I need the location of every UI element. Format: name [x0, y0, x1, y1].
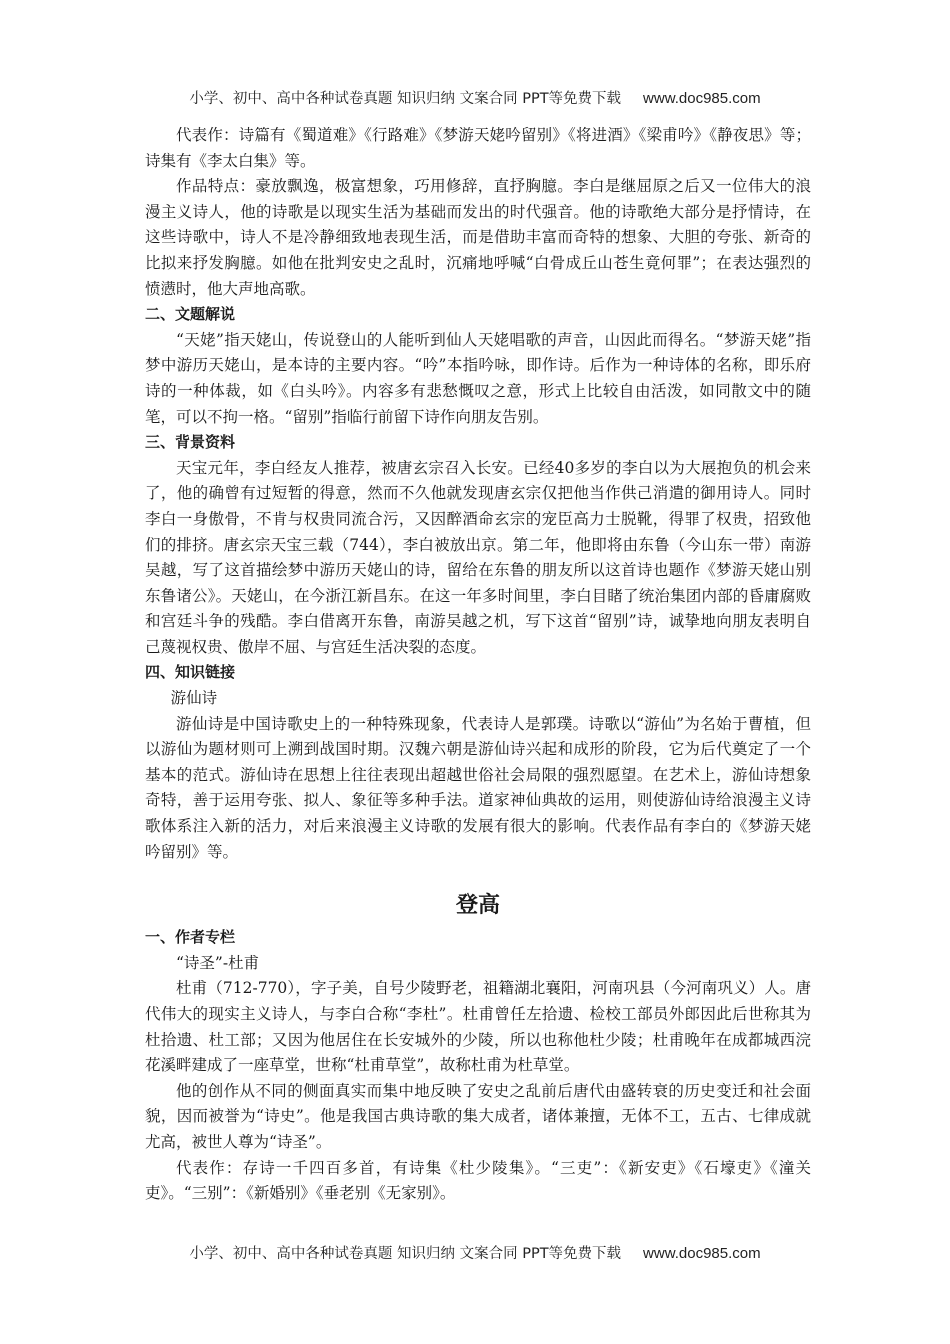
header-url[interactable]: www.doc985.com [643, 90, 761, 107]
dufu-works: 代表作：存诗一千四百多首，有诗集《杜少陵集》。“三吏”：《新安吏》《石壕吏》《潼关吏》。“三别”：《新婚别》《垂老别《无家别》。 [145, 1158, 811, 1203]
knowledge-link-subtitle: 游仙诗 [170, 689, 218, 708]
page-header [0, 89, 950, 109]
section-heading-background: 三、背景资料 [145, 433, 236, 452]
dufu-bio-2: 他的创作从不同的侧面真实而集中地反映了安史之乱前后唐代由盛转衰的历史变迁和社会面貌，因而被誉为“诗史”。他是我国古典诗歌的集大成者，诸体兼擅，无体不工，五古、七律成就尤高，被世人尊为“诗圣”。 [145, 1081, 811, 1151]
title-explanation-text: “天姥”指天姥山，传说登山的人能听到仙人天姥唱歌的声音，山因此而得名。“梦游天姥”指梦中游历天姥山，是本诗的主要内容。“吟”本指吟咏，即作诗。后作为一种诗体的名称，即乐府诗的一种体裁，如《白头吟》。内容多有悲愁慨叹之意，形式上比较自由活泼，如同散文中的随笔，可以不拘一格。“留别”指临行前留下诗作向朋友告别。 [145, 330, 811, 426]
page-footer [0, 1244, 950, 1264]
section-heading-author: 一、作者专栏 [145, 928, 236, 947]
libai-works: 代表作：诗篇有《蜀道难》《行路难》《梦游天姥吟留别》《将进酒》《梁甫吟》《静夜思》等；诗集有《李太白集》等。 [145, 126, 811, 170]
footer-text: 小学、初中、高中各种试卷真题 知识归纳 文案合同 PPT等免费下载 [189, 1246, 622, 1262]
document-body [145, 123, 811, 1207]
header-text: 小学、初中、高中各种试卷真题 知识归纳 文案合同 PPT等免费下载 [189, 91, 622, 107]
footer-url[interactable]: www.doc985.com [643, 1245, 761, 1262]
section-heading-title-explanation: 二、文题解说 [145, 305, 236, 324]
background-text: 天宝元年，李白经友人推荐，被唐玄宗召入长安。已经40多岁的李白以为大展抱负的机会来了，他的确曾有过短暂的得意，然而不久他就发现唐玄宗仅把他当作供己消遣的御用诗人。同时李白一身傲骨，不肯与权贵同流合污，又因醉酒命玄宗的宠臣高力士脱靴，得罪了权贵，招致他们的排挤。唐玄宗天宝三载（744），李白被放出京。第二年，他即将由东鲁（今山东一带）南游吴越，写了这首描绘梦中游历天姥山的诗，留给在东鲁的朋友所以这首诗也题作《梦游天姥山别东鲁诸公》。天姥山，在今浙江新昌东。在这一年多时间里，李白目睹了统治集团内部的昏庸腐败和宫廷斗争的残酷。李白借离开东鲁，南游吴越之机，写下这首“留别”诗，诚挚地向朋友表明自己蔑视权贵、傲岸不屈、与宫廷生活决裂的态度。 [145, 458, 811, 656]
libai-features: 作品特点：豪放飘逸，极富想象，巧用修辞，直抒胸臆。李白是继屈原之后又一位伟大的浪漫主义诗人，他的诗歌是以现实生活为基础而发出的时代强音。他的诗歌绝大部分是抒情诗，在这些诗歌中，诗人不是冷静细致地表现生活，而是借助丰富而奇特的想象、大胆的夸张、新奇的比拟来抒发胸臆。如他在批判安史之乱时，沉痛地呼喊“白骨成丘山苍生竟何罪”；在表达强烈的愤懑时，他大声地高歌。 [145, 177, 811, 298]
author-subtitle: “诗圣”-杜甫 [176, 953, 260, 972]
section-heading-knowledge-link: 四、知识链接 [145, 663, 236, 682]
dufu-bio-1: 杜甫（712-770），字子美，自号少陵野老，祖籍湖北襄阳，河南巩县（今河南巩义）人。唐代伟大的现实主义诗人，与李白合称“李杜”。杜甫曾任左拾遗、检校工部员外郎因此后世称其为杜拾遗、杜工部；又因为他居住在长安城外的少陵，所以也称他杜少陵；杜甫晚年在成都城西浣花溪畔建成了一座草堂，世称“杜甫草堂”，故称杜甫为杜草堂。 [145, 979, 811, 1075]
poem-title: 登高 [455, 893, 500, 919]
knowledge-link-text: 游仙诗是中国诗歌史上的一种特殊现象，代表诗人是郭璞。诗歌以“游仙”为名始于曹植，但以游仙为题材则可上溯到战国时期。汉魏六朝是游仙诗兴起和成形的阶段，它为后代奠定了一个基本的范式。游仙诗在思想上往往表现出超越世俗社会局限的强烈愿望。在艺术上，游仙诗想象奇特，善于运用夸张、拟人、象征等多种手法。道家神仙典故的运用，则使游仙诗给浪漫主义诗歌体系注入新的活力，对后来浪漫主义诗歌的发展有很大的影响。代表作品有李白的《梦游天姥吟留别》等。 [145, 714, 811, 861]
